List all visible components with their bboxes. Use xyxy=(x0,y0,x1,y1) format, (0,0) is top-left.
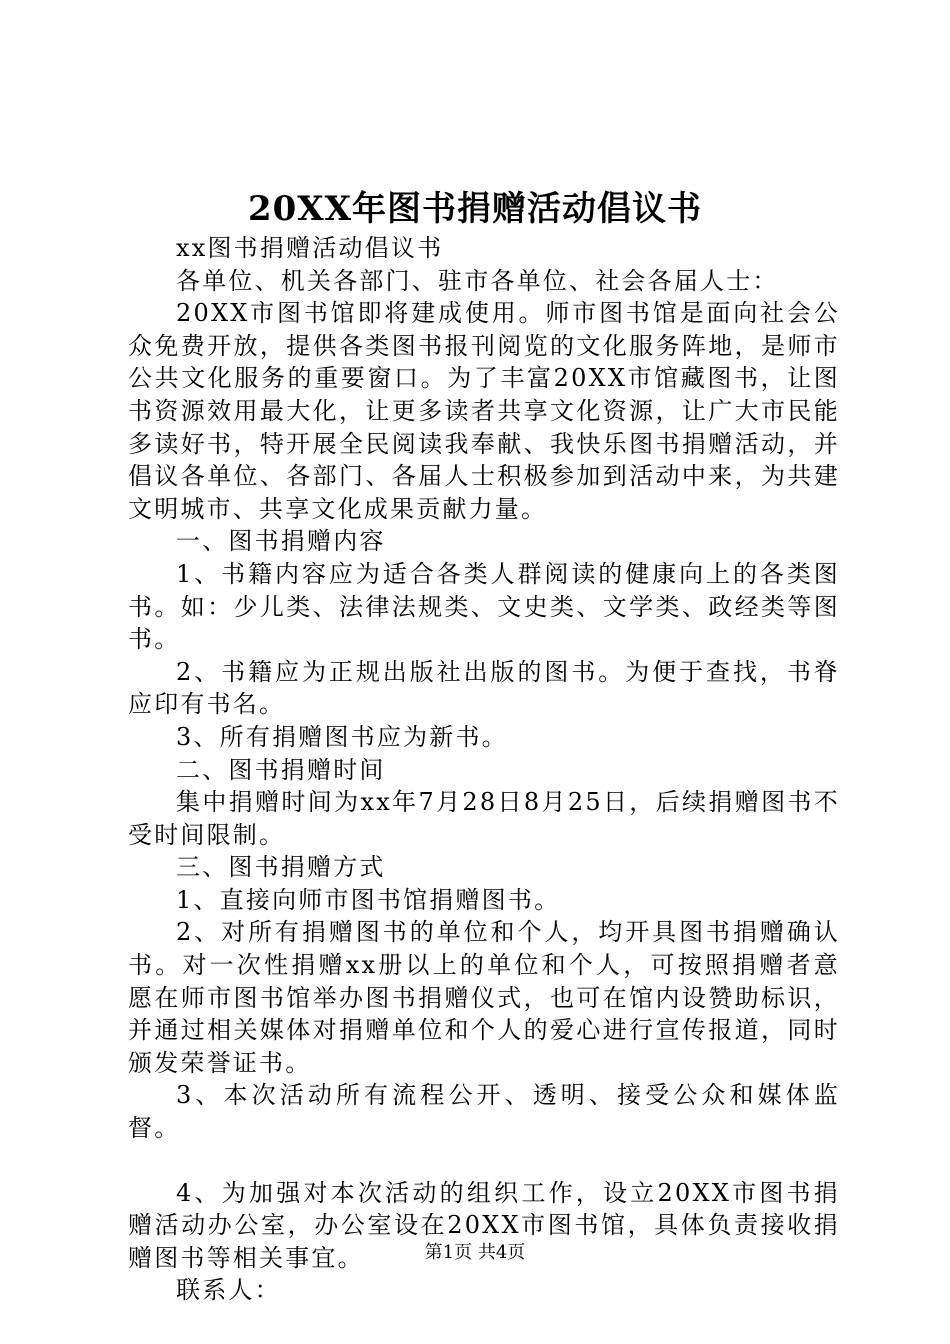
subtitle-paragraph: xx图书捐赠活动倡议书 xyxy=(176,234,444,262)
section-heading-method: 三、图书捐赠方式 xyxy=(176,853,386,882)
method-item-1: 1、直接向师市图书馆捐赠图书。 xyxy=(176,885,561,914)
section-heading-time: 二、图书捐赠时间 xyxy=(176,755,386,784)
contact-paragraph: 联系人： xyxy=(176,1276,281,1305)
content-item-3: 3、所有捐赠图书应为新书。 xyxy=(176,722,508,751)
method-item-3: 3、本次活动所有流程公开、透明、接受公众和媒体监督。 xyxy=(128,1081,840,1143)
method-item-4: 4、为加强对本次活动的组织工作，设立20XX市图书捐赠活动办公室，办公室设在20XX市图书馆，具体负责接收捐赠图书等相关事宜。 xyxy=(128,1178,840,1272)
content-item-2: 2、书籍应为正规出版社出版的图书。为便于查找，书脊应印有书名。 xyxy=(128,657,840,719)
method-item-2: 2、对所有捐赠图书的单位和个人，均开具图书捐赠确认书。对一次性捐赠xx册以上的单位和个人，可按照捐赠者意愿在师市图书馆举办图书捐赠仪式，也可在馆内设赞助标识，并通过相关媒体对捐赠单位和个人的爱心进行宣传报道，同时颁发荣誉证书。 xyxy=(128,918,840,1077)
content-item-1: 1、书籍内容应为适合各类人群阅读的健康向上的各类图书。如：少儿类、法律法规类、文史类、文学类、政经类等图书。 xyxy=(128,559,840,654)
document-title: 20XX年图书捐赠活动倡议书 xyxy=(247,189,703,229)
document-body xyxy=(128,232,840,1307)
section-heading-content: 一、图书捐赠内容 xyxy=(176,527,386,556)
paragraph-gap xyxy=(128,1145,840,1177)
salutation-paragraph: 各单位、机关各部门、驻市各单位、社会各届人士： xyxy=(176,266,779,295)
page-footer: 第1页 共4页 xyxy=(424,1242,526,1263)
intro-paragraph: 20XX市图书馆即将建成使用。师市图书馆是面向社会公众免费开放，提供各类图书报刊阅览的文化服务阵地，是师市公共文化服务的重要窗口。为了丰富20XX市馆藏图书，让图书资源效用最大化，让更多读者共享文化资源，让广大市民能多读好书，特开展全民阅读我奉献、我快乐图书捐赠活动，并倡议各单位、各部门、各届人士积极参加到活动中来，为共建文明城市、共享文化成果贡献力量。 xyxy=(128,299,840,523)
time-paragraph: 集中捐赠时间为xx年7月28日8月25日，后续捐赠图书不受时间限制。 xyxy=(128,788,840,849)
